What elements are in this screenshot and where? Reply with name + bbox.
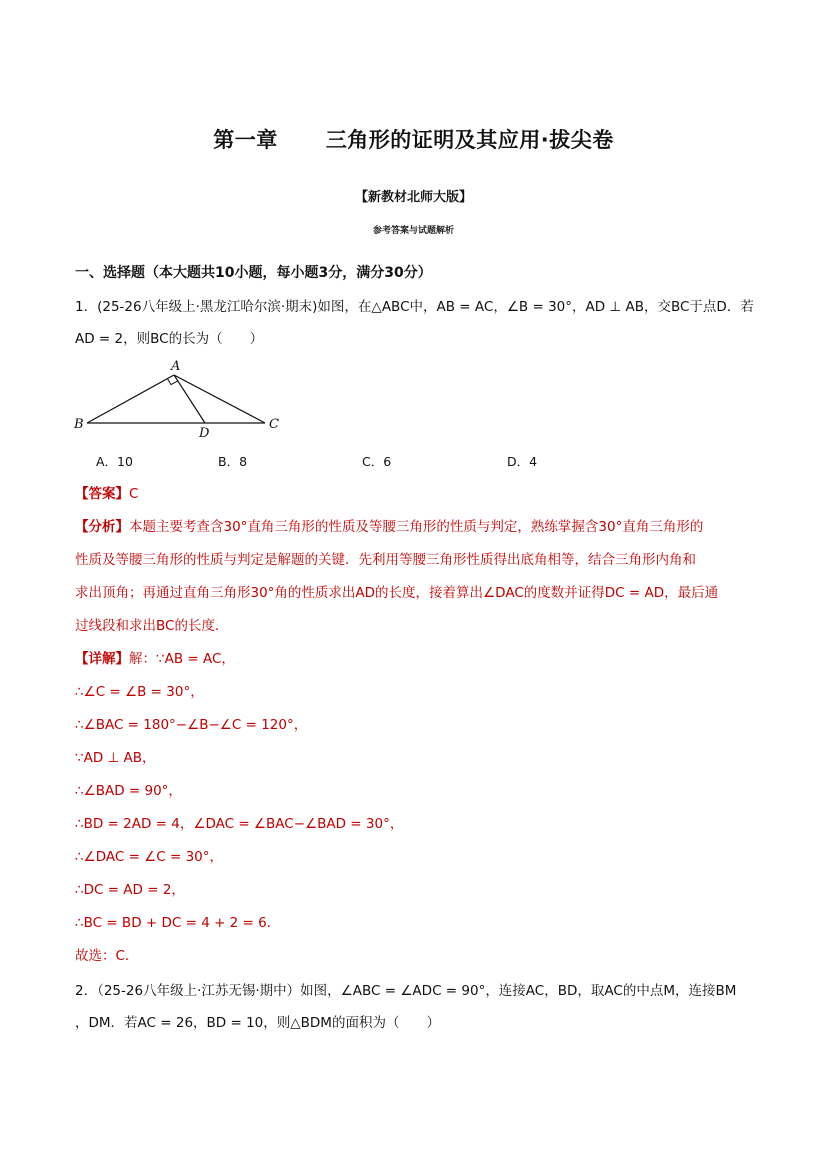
q1-analysis-line1 [75, 517, 703, 537]
q1-step-4: ∴∠BAD = 90°， [75, 783, 182, 799]
q1-conclusion: 故选：C． [75, 948, 139, 964]
page-title [0, 124, 827, 154]
answer-value: C [129, 486, 139, 502]
analysis-tag: 【分析】 [75, 519, 129, 535]
q1-analysis-line3: 求出顶角；再通过直角三角形30°角的性质求出AD的长度，接着算出∠DAC的度数并证得DC = AD，最后通 [75, 585, 719, 601]
q1-step-5: ∴BD = 2AD = 4，∠DAC = ∠BAC−∠BAD = 30°， [75, 816, 404, 832]
answer-tag: 【答案】 [75, 486, 129, 502]
q1-step-7: ∴DC = AD = 2， [75, 882, 185, 898]
q1-step-8: ∴BC = BD + DC = 4 + 2 = 6． [75, 915, 281, 931]
edition-label: 【新教材北师大版】 [354, 190, 472, 205]
q2-stem-line2: ，DM．若AC = 26，BD = 10，则△BDM的面积为（ ） [75, 1015, 440, 1031]
detail-tag: 【详解】 [75, 651, 129, 667]
answer-key-subtitle: 参考答案与试题解析 [372, 226, 454, 236]
label-c: C [269, 417, 279, 432]
q2-stem-line1: 2．（25-26八年级上·江苏无锡·期中）如图，∠ABC = ∠ADC = 90°，连接AC，BD，取AC的中点M，连接BM [75, 983, 737, 999]
right-angle-mark [167, 379, 177, 385]
q1-step-6: ∴∠DAC = ∠C = 30°， [75, 849, 224, 865]
q1-analysis-line2: 性质及等腰三角形的性质与判定是解题的关键．先利用等腰三角形性质得出底角相等，结合三角形内角和 [75, 552, 696, 568]
choice-d: D．4 [507, 454, 538, 469]
label-a: A [171, 359, 181, 374]
q1-stem-line1: 1．(25-26八年级上·黑龙江哈尔滨·期末)如图，在△ABC中，AB = AC，∠B = 30°，AD ⊥ AB，交BC于点D．若 [75, 299, 754, 315]
section-heading: 一、选择题（本大题共10小题，每小题3分，满分30分） [75, 265, 432, 281]
choice-b: B．8 [218, 454, 248, 469]
segment-ba [87, 375, 174, 423]
q1-answer [75, 484, 138, 504]
q1-step-1: ∴∠C = ∠B = 30°， [75, 684, 204, 700]
choice-c: C．6 [362, 454, 392, 469]
q1-stem-line2: AD = 2，则BC的长为（ ） [75, 331, 264, 347]
segment-ac [174, 375, 265, 423]
choice-a: A．10 [96, 454, 133, 469]
q1-step-3: ∵AD ⊥ AB， [75, 750, 156, 766]
q1-analysis-line4: 过线段和求出BC的长度． [75, 618, 229, 634]
q1-detail-line1 [75, 649, 235, 669]
title-main: 三角形的证明及其应用·拔尖卷 [325, 128, 614, 152]
title-chapter: 第一章 [213, 128, 278, 152]
label-b: B [74, 417, 84, 432]
detail-text: 解：∵AB = AC， [129, 651, 235, 667]
analysis-text: 本题主要考查含30°直角三角形的性质及等腰三角形的性质与判定，熟练掌握含30°直角三角形的 [129, 519, 704, 535]
q1-step-2: ∴∠BAC = 180°−∠B−∠C = 120°， [75, 717, 308, 733]
q1-triangle-figure [70, 355, 285, 440]
label-d: D [199, 426, 210, 440]
segment-ad [174, 375, 205, 423]
